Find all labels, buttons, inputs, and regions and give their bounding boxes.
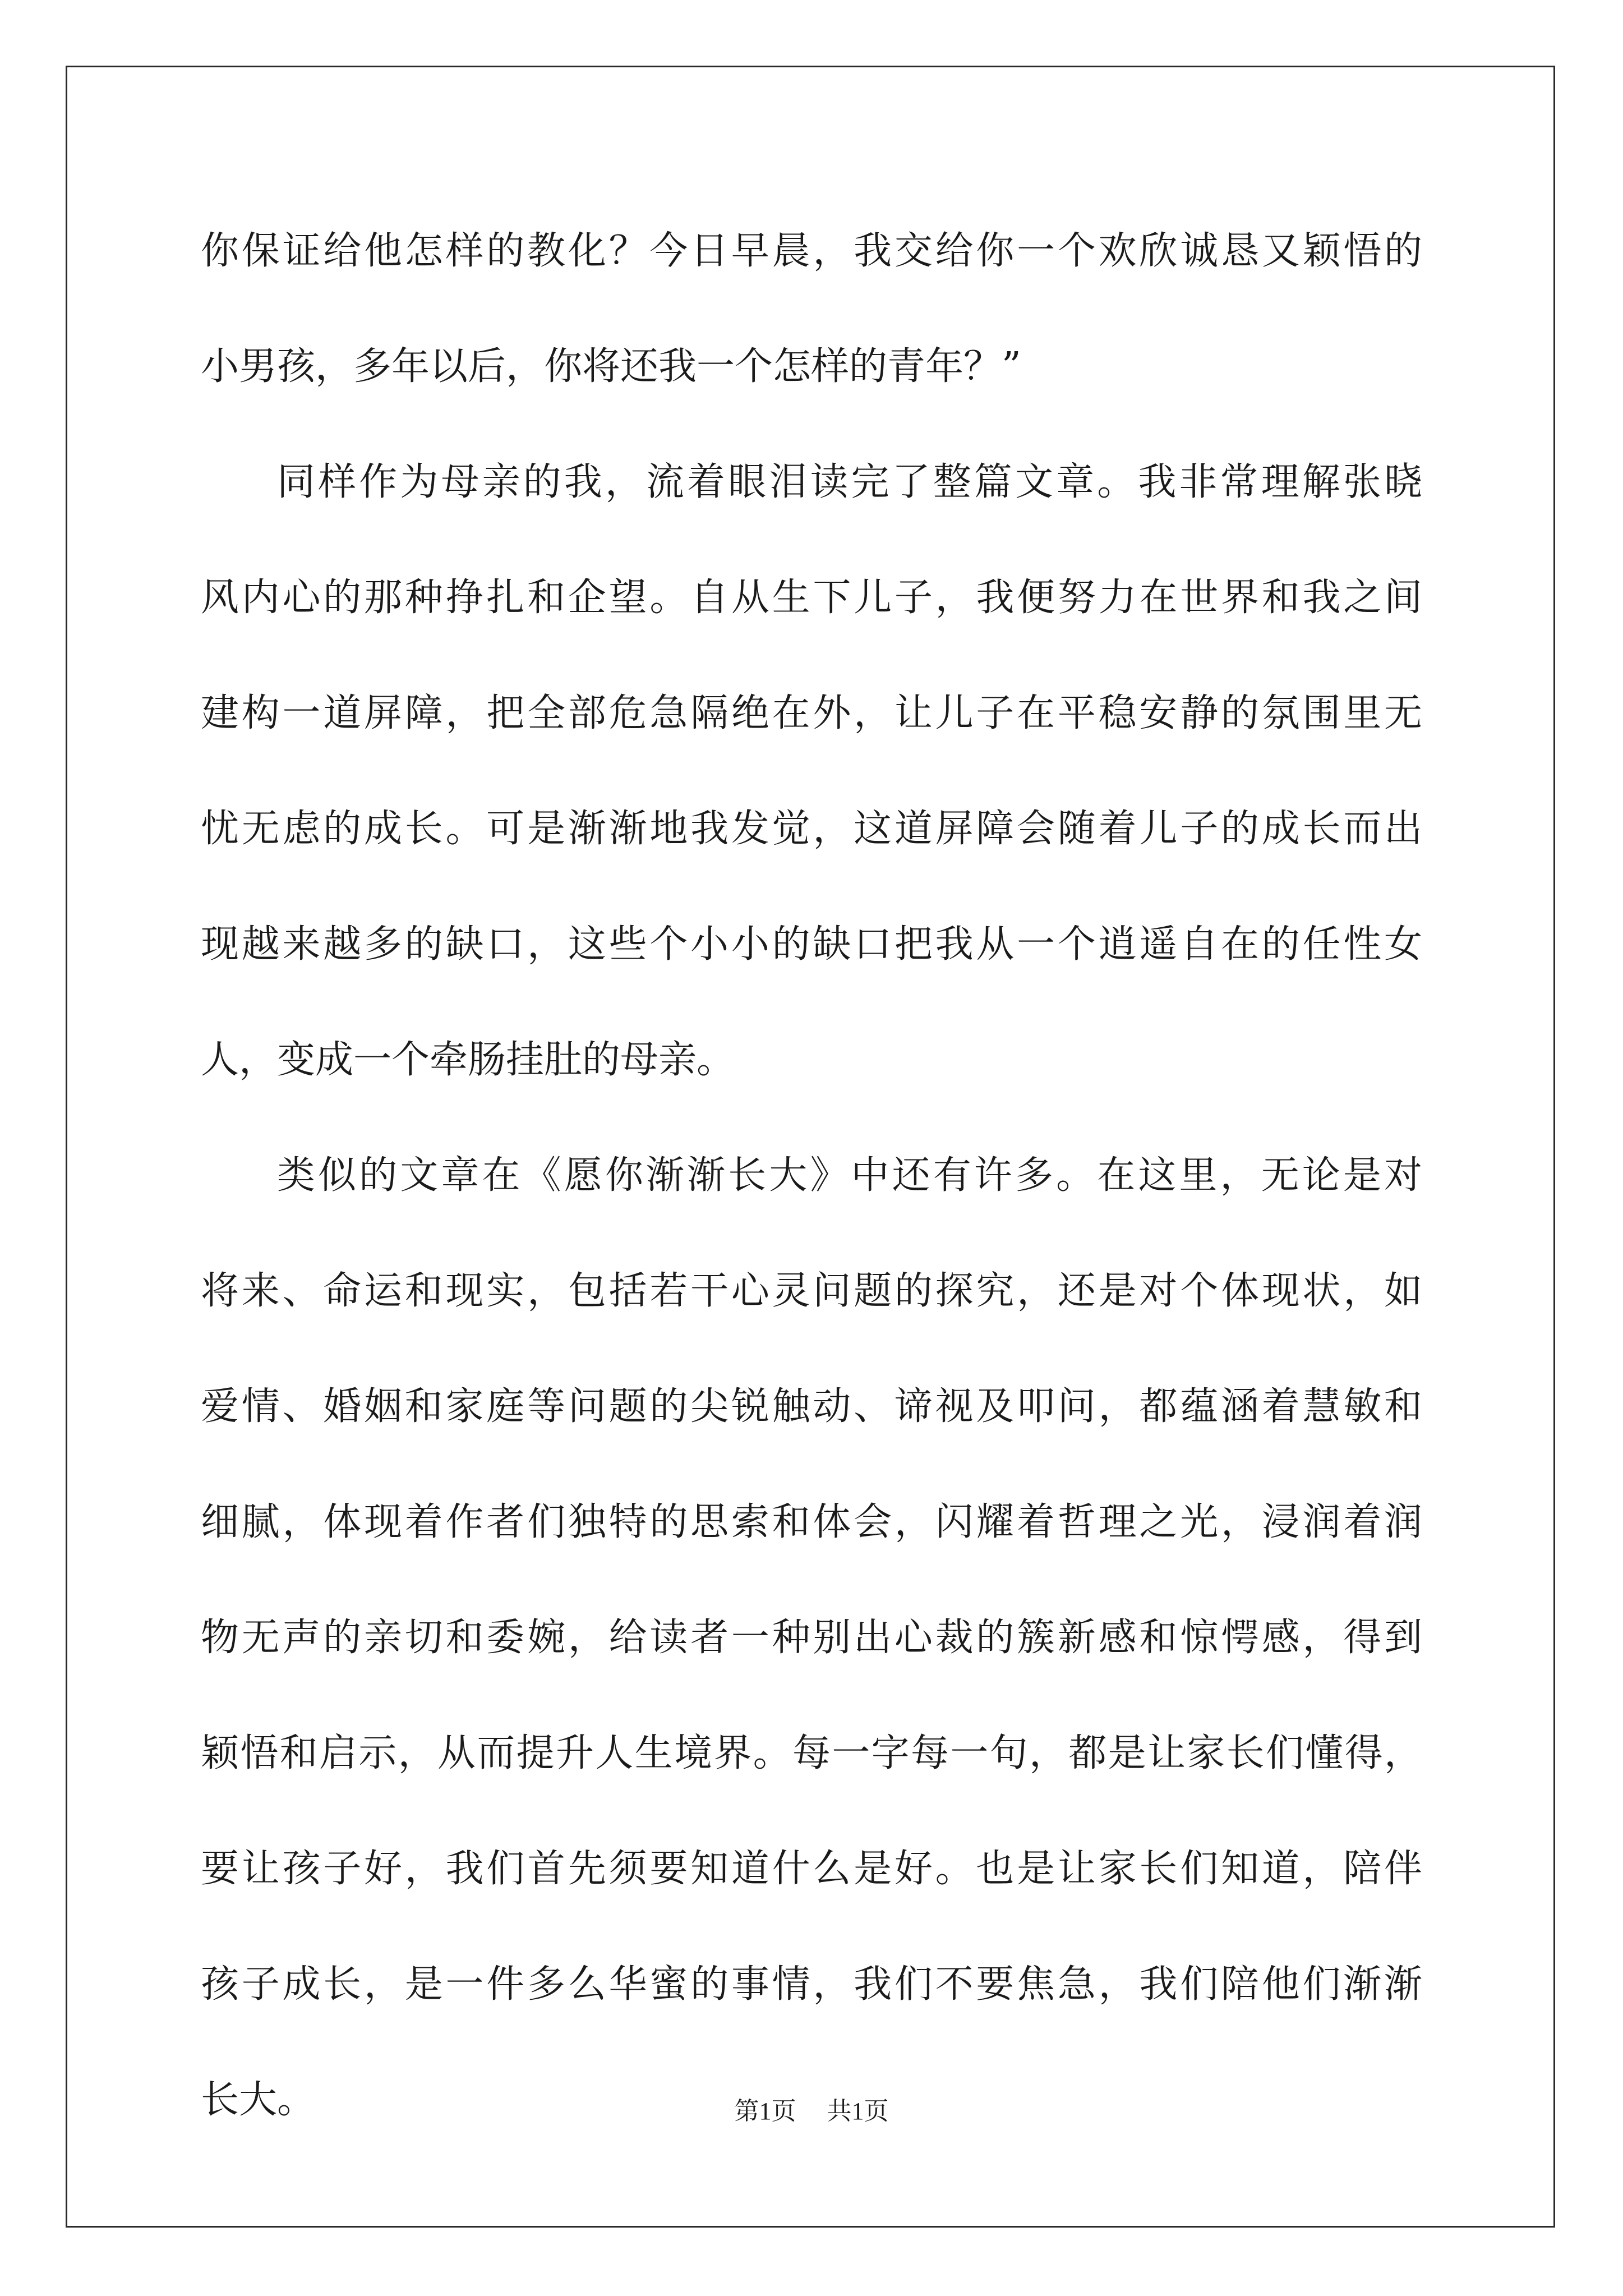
document-body: [201, 213, 1422, 2178]
page-footer: [0, 2091, 1623, 2127]
page-number: 第1页: [734, 2097, 796, 2125]
text-line: 长大。: [201, 2078, 316, 2122]
text-line: 物无声的亲切和委婉，给读者一种别出心裁的簇新感和惊愕感，得到: [201, 1616, 1422, 1660]
text-line: 忧无虑的成长。可是渐渐地我发觉，这道屏障会随着儿子的成长而出: [201, 807, 1422, 851]
page-total: 共1页: [827, 2097, 889, 2125]
text-line: 爱情、婚姻和家庭等问题的尖锐触动、谛视及叩问，都蕴涵着慧敏和: [201, 1384, 1422, 1429]
text-line: 风内心的那种挣扎和企望。自从生下儿子，我便努力在世界和我之间: [201, 576, 1422, 620]
text-line: 要让孩子好，我们首先须要知道什么是好。也是让家长们知道，陪伴: [201, 1847, 1422, 1891]
text-line: 小男孩，多年以后，你将还我一个怎样的青年？”: [201, 344, 1021, 389]
text-line: 人，变成一个牵肠挂肚的母亲。: [201, 1038, 735, 1082]
text-line: 现越来越多的缺口，这些个小小的缺口把我从一个逍遥自在的任性女: [201, 922, 1422, 967]
text-line: 建构一道屏障，把全部危急隔绝在外，让儿子在平稳安静的氛围里无: [201, 691, 1422, 735]
text-line: 同样作为母亲的我，流着眼泪读完了整篇文章。我非常理解张晓: [277, 460, 1422, 504]
text-line: 你保证给他怎样的教化？今日早晨，我交给你一个欢欣诚恳又颖悟的: [201, 229, 1422, 273]
text-line: 孩子成长，是一件多么华蜜的事情，我们不要焦急，我们陪他们渐渐: [201, 1962, 1422, 2007]
text-line: 类似的文章在《愿你渐渐长大》中还有许多。在这里，无论是对: [277, 1153, 1422, 1198]
text-line: 将来、命运和现实，包括若干心灵问题的探究，还是对个体现状，如: [201, 1269, 1422, 1313]
text-line: 颖悟和启示，从而提升人生境界。每一字每一句，都是让家长们懂得，: [201, 1731, 1422, 1775]
text-line: 细腻，体现着作者们独特的思索和体会，闪耀着哲理之光，浸润着润: [201, 1500, 1422, 1544]
